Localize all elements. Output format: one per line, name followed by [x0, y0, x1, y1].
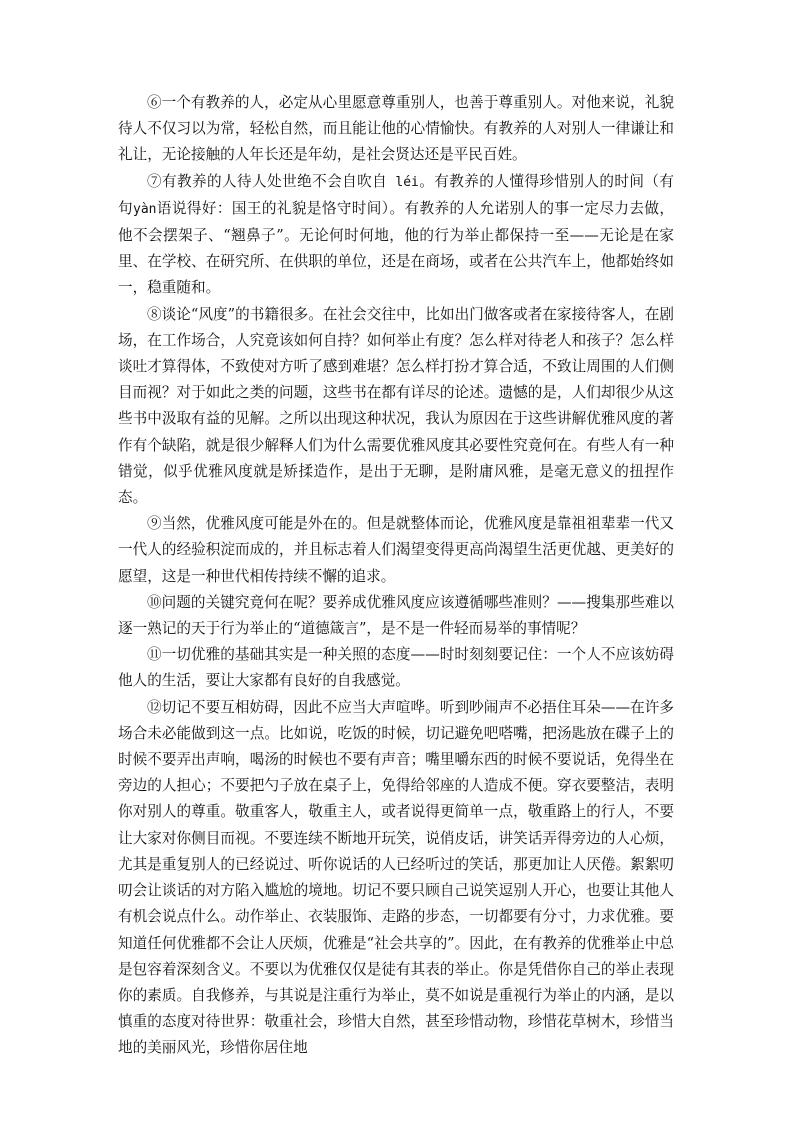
pinyin-annotation-yan: yàn [133, 201, 157, 217]
pinyin-annotation-lei: léi [387, 174, 419, 190]
paragraph-9: ⑨当然，优雅风度可能是外在的。但是就整体而论，优雅风度是靠祖祖辈辈一代又一代人的经验积淀而成的，并且标志着人们渴望变得更高尚渴望生活更优越、更美好的愿望，这是一种世代相传持续不懈的追求。 [118, 515, 674, 585]
paragraph-7 [118, 169, 674, 302]
paragraph-7-part-2: 。有教养的人懂得珍惜别人的时间（有句 [118, 172, 674, 217]
paragraph-6: ⑥一个有教养的人，必定从心里愿意尊重别人，也善于尊重别人。对他来说，礼貌待人不仅习以为常，轻松自然，而且能让他的心情愉快。有教养的人对别人一律谦让和礼让，无论接触的人年长还是年幼，是社会贤达还是平民百姓。 [118, 94, 674, 164]
document-body [118, 90, 674, 1062]
paragraph-8: ⑧谈论“风度”的书籍很多。在社会交往中，比如出门做客或者在家接待客人，在剧场，在工作场合，人究竟该如何自持？如何举止有度？怎么样对待老人和孩子？怎么样谈吐才算得体，不致使对方听了感到难堪？怎么样打扮才算合适，不致让周围的人们侧目而视？对于如此之类的问题，这些书在都有详尽的论述。遗憾的是，人们却很少从这些书中汲取有益的见解。之所以出现这种状况，我认为原因在于这些讲解优雅风度的著作有个缺陷，就是很少解释人们为什么需要优雅风度其必要性究竟何在。有些人有一种错觉，似乎优雅风度就是矫揉造作，是出于无聊，是附庸风雅，是毫无意义的扭捏作态。 [118, 305, 674, 507]
paragraph-7-part-1: ⑦有教养的人待人处世绝不会自吹自 [147, 172, 388, 190]
paragraph-12: ⑫切记不要互相妨碍，因此不应当大声喧哗。听到吵闹声不必捂住耳朵——在许多场合未必能做到这一点。比如说，吃饭的时候，切记避免吧嗒嘴，把汤匙放在碟子上的时候不要弄出声响，喝汤的时候也不要有声音；嘴里嚼东西的时候不要说话，免得坐在旁边的人担心；不要把勺子放在桌子上，免得给邻座的人造成不便。穿衣要整洁，表明你对别人的尊重。敬重客人，敬重主人，或者说得更简单一点，敬重路上的行人，不要让大家对你侧目而视。不要连续不断地开玩笑，说俏皮话，讲笑话弄得旁边的人心烦，尤其是重复别人的已经说过、听你说话的人已经听过的笑话，那更加让人厌倦。絮絮叨叨会让谈话的对方陷入尴尬的境地。切记不要只顾自己说笑逗别人开心，也要让其他人有机会说点什么。动作举止、衣装服饰、走路的步态，一切都要有分寸，力求优雅。要知道任何优雅都不会让人厌烦，优雅是“社会共享的”。因此，在有教养的优雅举止中总是包容着深刻含义。不要以为优雅仅仅是徒有其表的举止。你是凭借你自己的举止表现你的素质。自我修养，与其说是注重行为举止，莫不如说是重视行为举止的内涵，是以慎重的态度对待世界：敬重社会，珍惜大自然，甚至珍惜动物，珍惜花草树木，珍惜当地的美丽风光，珍惜你居住地 [118, 698, 674, 1057]
paragraph-7-part-3: 语说得好：国王的礼貌是恪守时间）。有教养的人允诺别人的事一定尽力去做，他不会摆架子、“翘鼻子”。无论何时何地，他的行为举止都保持一至——无论是在家里、在学校、在研究所、在供职的单位，还是在商场，或者在公共汽车上，他都始终如一，稳重随和。 [118, 199, 674, 297]
paragraph-10: ⑩问题的关键究竟何在呢？要养成优雅风度应该遵循哪些准则？——搜集那些难以逐一熟记的天于行为举止的“道德箴言”，是不是一件轻而易举的事情呢？ [118, 593, 674, 638]
paragraph-11: ⑪一切优雅的基础其实是一种关照的态度——时时刻刻要记住：一个人不应该妨碍他人的生活，要让大家都有良好的自我感觉。 [118, 646, 674, 690]
